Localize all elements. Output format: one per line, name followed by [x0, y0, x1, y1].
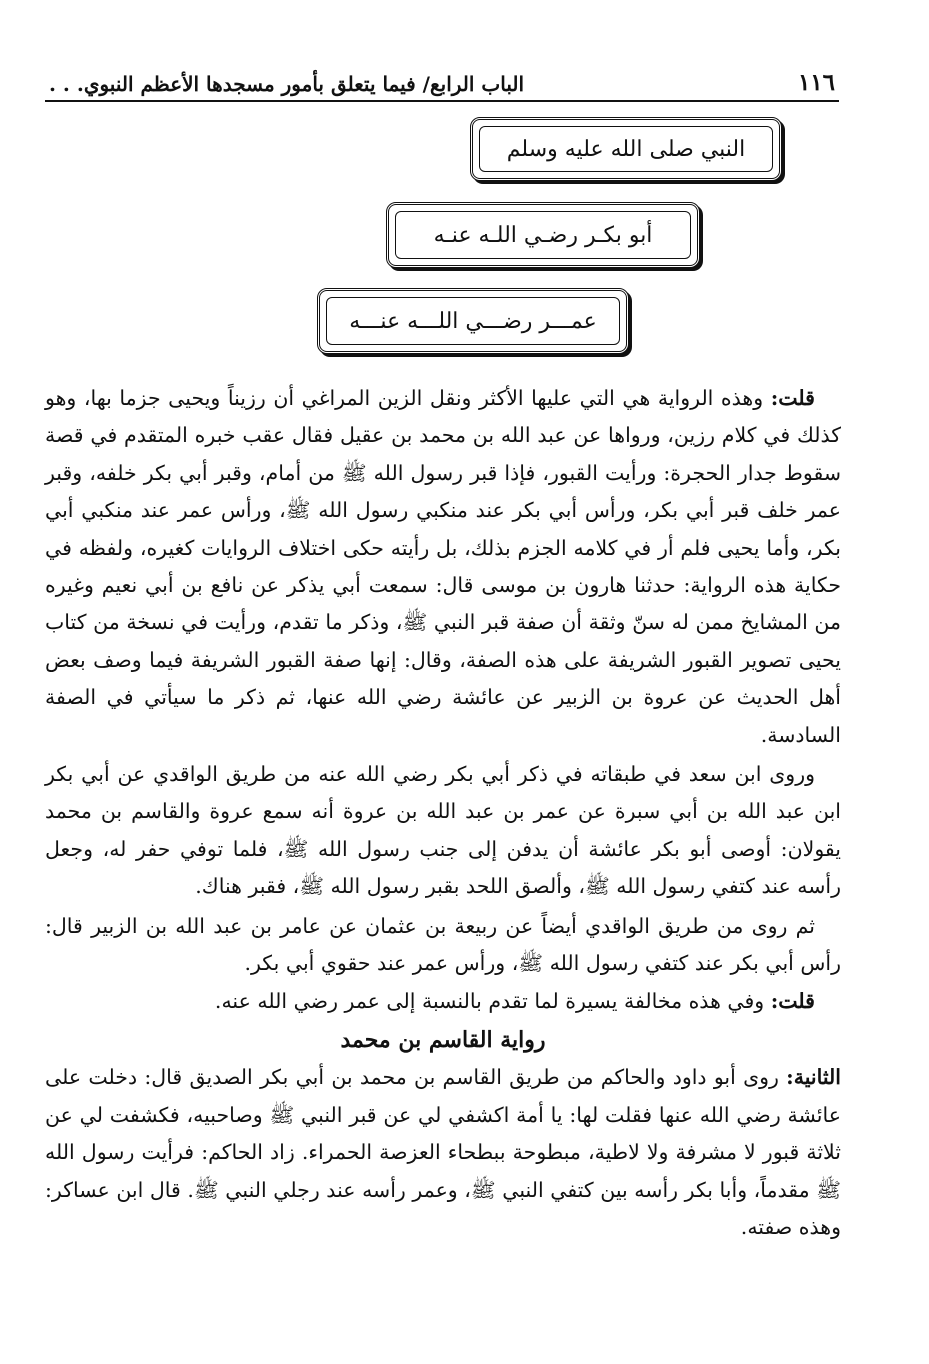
paragraph-5-text: روى أبو داود والحاكم من طريق القاسم بن محمد بن أبي بكر الصديق قال: دخلت على عائشة رضي الله عنها فقلت لها: يا أمة اكشفي لي عن قبر النبي ﷺ وصاحبيه، فكشفت لي عن ثلاثة قبور لا مشرفة ولا لاطية، مبطوحة ببطحاء العزصة الحمراء. زاد الحاكم: فرأيت رسول الله ﷺ مقدماً، وأبا بكر رأسه بين كتفي النبي ﷺ، وعمر رأسه عند رجلي النبي ﷺ. قال ابن عساكر: وهذه صفته.	[45, 1065, 841, 1239]
grave-label-prophet: النبي صلى الله عليه وسلم	[506, 136, 746, 162]
paragraph-4-lead: قلت:	[770, 988, 815, 1013]
paragraph-4-text: وفي هذه مخالفة يسيرة لما تقدم بالنسبة إلى عمر رضي الله عنه.	[214, 988, 771, 1013]
paragraph-5-lead: الثانية:	[786, 1065, 841, 1090]
running-header	[45, 60, 839, 102]
body-text	[45, 380, 841, 1246]
grave-box-umar	[317, 288, 629, 354]
page-number: ١١٦	[797, 69, 835, 96]
paragraph-1-lead: قلت:	[770, 386, 815, 410]
grave-label-umar: عمـــر رضـــي اللـــه عنـــه	[349, 308, 597, 334]
paragraph-1-text: وهذه الرواية هي التي عليها الأكثر ونقل الزين المراغي أن رزيناً ويحيى جزما بها، وهو كذلك في كلام رزين، ورواها عن عبد الله بن محمد بن عقيل فقال عقب خبره المتقدم في قصة سقوط جدار الحجرة: ورأيت القبور، فإذا قبر رسول الله ﷺ من أمام، وقبر أبي بكر خلفه، وقبر عمر خلف قبر أبي بكر، ورأس أبي بكر عند منكبي رسول الله ﷺ، ورأس عمر عند منكبي أبي بكر، وأما يحيى فلم أر في كلامه الجزم بذلك، بل رأيته حكى اختلاف الروايات كغيره، ولفظه في حكاية هذه الرواية: حدثنا هارون بن موسى قال: سمعت أبي يذكر عن نافع بن أبي نعيم وغيره من المشايخ ممن له سنّ وثقة أن صفة قبر النبي ﷺ، وذكر ما تقدم، ورأيت في نسخة من كتاب يحيى تصوير القبور الشريفة على هذه الصفة، وقال: إنها صفة القبور الشريفة فيما وصف بعض أهل الحديث عن عروة بن الزبير عن عائشة رضي الله عنها، ثم ذكر ما سيأتي في الصفة السادسة.	[45, 386, 841, 747]
paragraph-5	[45, 1059, 841, 1246]
section-heading: رواية القاسم بن محمد	[340, 1026, 546, 1053]
paragraph-1	[45, 380, 841, 754]
grave-box-abubakr	[386, 202, 700, 268]
grave-box-prophet	[470, 117, 782, 181]
chapter-title: الباب الرابع/ فيما يتعلق بأمور مسجدها الأعظم النبوي. . .	[49, 72, 525, 96]
paragraph-2: وروى ابن سعد في طبقاته في ذكر أبي بكر رضي الله عنه من طريق الواقدي عن أبي بكر ابن عبد الله بن أبي سبرة عن عمر بن عبد الله بن عروة أنه سمع عروة والقاسم بن محمد يقولان: أوصى أبو بكر عائشة أن يدفن إلى جنب رسول الله ﷺ، فلما توفي حفر له، وجعل رأسه عند كتفي رسول الله ﷺ، وألصق اللحد بقبر رسول الله ﷺ، فقبر هناك.	[45, 762, 841, 899]
paragraph-3: ثم روى من طريق الواقدي أيضاً عن ربيعة بن عثمان عن عامر بن عبد الله بن الزبير قال: رأس أبي بكر عند كتفي رسول الله ﷺ، ورأس عمر عند حقوي أبي بكر.	[45, 913, 841, 976]
grave-label-abubakr: أبو بكـر رضـي اللـه عنـه	[433, 222, 653, 248]
paragraph-4	[45, 983, 841, 1020]
